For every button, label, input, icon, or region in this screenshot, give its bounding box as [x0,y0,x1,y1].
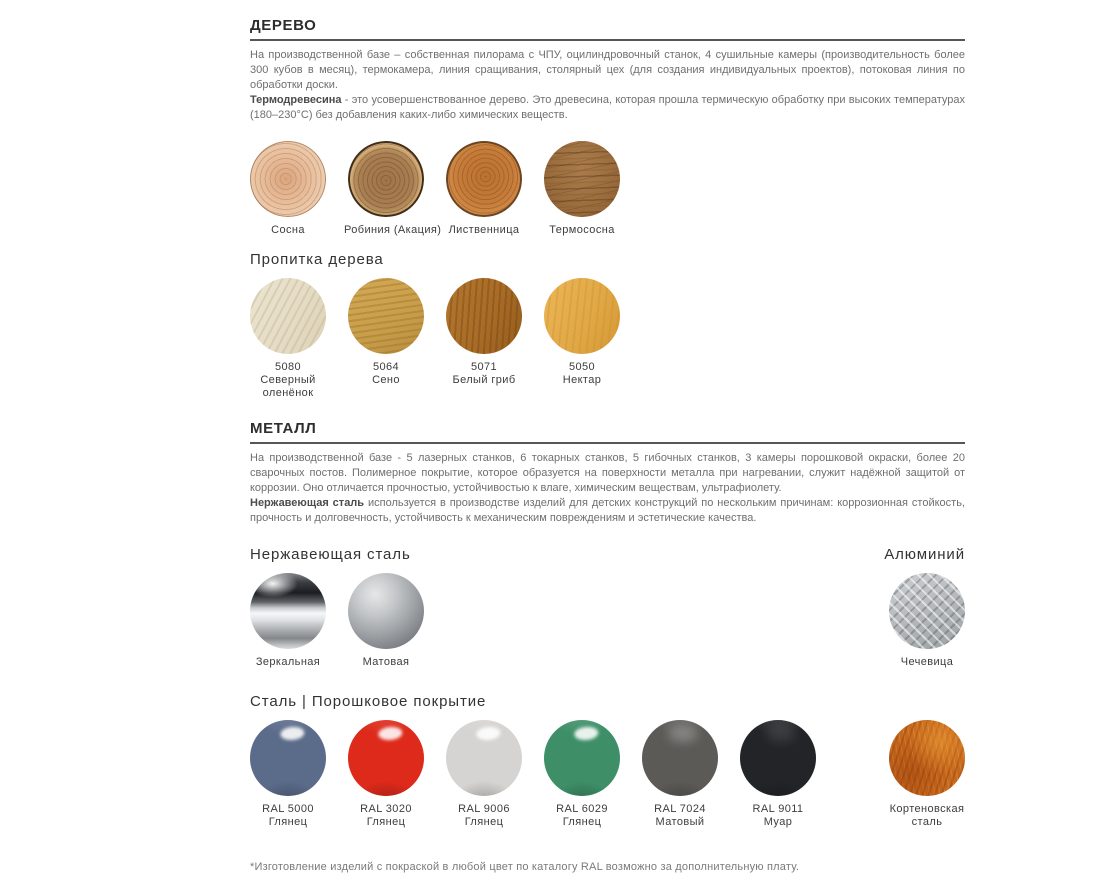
ral-swatch-5000 [250,720,326,829]
ral-swatch-6029 [544,720,620,829]
ral-finish: Глянец [366,816,406,828]
swatch-label: Термососна [549,224,615,236]
metal-section-title: МЕТАЛЛ [250,420,317,437]
wood-swatch-sosna [250,141,326,237]
ral-finish: Глянец [464,816,504,828]
impregnation-swatch-row [250,278,965,400]
swatch-label [246,803,330,829]
swatch-label: Кортеновская сталь [889,803,965,828]
ral-9006-sphere-image [446,720,522,796]
wood-cut-image-sosna [250,141,326,217]
ral-7024-sphere-image [642,720,718,796]
metal-paragraph-2-text: используется в производстве изделий для детских конструкций по нескольким причинам: коррозионная стойкость, прочность и долговечность, устойчивость к механическим повреждениям и эстетические качества. [250,497,965,524]
stain-name: Нектар [562,374,602,386]
impregnation-swatch-5080 [250,278,326,400]
swatch-label: Чечевица [900,656,954,668]
stainless-swatch-row [250,573,965,669]
powder-coating-title: Сталь | Порошковое покрытие [250,693,487,710]
ral-footnote: *Изготовление изделий с покраской в любой цвет по каталогу RAL возможно за дополнительную плату. [250,861,800,873]
wood-cut-image-listvennitsa [446,141,522,217]
ral-swatch-3020 [348,720,424,829]
wood-paragraph-2-text: - это усовершенствованное дерево. Это древесина, которая прошла термическую обработку при высоких температурах (180–230°С) без добавления каких-либо химических веществ. [250,94,965,121]
stain-name: Северный оленёнок [260,374,316,399]
ral-code: RAL 9011 [752,803,804,815]
swatch-label [344,361,428,387]
stain-code: 5050 [568,361,596,373]
wood-swatch-robinia [344,141,442,237]
stainless-swatch-mirror [250,573,326,669]
stain-code: 5080 [274,361,302,373]
swatch-label [344,803,428,829]
swatch-label [442,361,526,387]
section-divider [250,39,965,41]
impregnation-title: Пропитка дерева [250,251,384,268]
swatch-label: Лиственница [448,224,520,236]
impregnation-swatch-5064 [348,278,424,400]
section-divider [250,442,965,444]
swatch-label [540,803,624,829]
row-spacer [838,720,867,829]
ral-code: RAL 3020 [360,803,412,815]
stainless-aluminum-headings [250,546,965,563]
ral-swatch-9006 [446,720,522,829]
wood-section-title: ДЕРЕВО [250,17,317,34]
wood-cut-image-termososna [544,141,620,217]
metal-paragraph-1: На производственной базе - 5 лазерных станков, 6 токарных станков, 5 гибочных станков, 3 камеры порошковой окраски, более 20 сварочных постов. Полимерное покрытие, которое образуется на поверхности металла при нагревании, служит надёжной защитой от коррозии. Оно отличается прочностью, устойчивостью к влаге, химическим веществам, ультрафиолету. [250,452,965,494]
mirror-steel-sphere-image [250,573,326,649]
swatch-label [638,803,722,829]
wood-swatch-termososna [544,141,620,237]
ral-finish: Муар [763,816,793,828]
ral-6029-sphere-image [544,720,620,796]
aluminum-title: Алюминий [884,546,965,563]
ral-finish: Матовый [655,816,705,828]
ral-swatch-9011 [740,720,816,829]
impregnation-swatch-5050 [544,278,620,400]
ral-finish: Глянец [562,816,602,828]
aluminum-swatch [889,573,965,669]
stain-name: Белый гриб [452,374,516,386]
metal-paragraph-2-lead: Нержавеющая сталь [250,497,365,509]
catalog-page [250,0,965,873]
ral-code: RAL 6029 [556,803,608,815]
impregnation-swatch-5071 [446,278,522,400]
stain-image-5080 [250,278,326,354]
wood-paragraph-2 [250,93,965,123]
aluminum-diamond-plate-image [889,573,965,649]
ral-3020-sphere-image [348,720,424,796]
ral-finish: Глянец [268,816,308,828]
matte-steel-sphere-image [348,573,424,649]
ral-code: RAL 9006 [458,803,510,815]
stain-code: 5071 [470,361,498,373]
swatch-label [736,803,820,829]
ral-5000-sphere-image [250,720,326,796]
stain-image-5064 [348,278,424,354]
row-spacer [446,573,867,669]
stain-image-5050 [544,278,620,354]
swatch-label [540,361,624,387]
ral-code: RAL 7024 [654,803,706,815]
wood-cut-image-robinia [348,141,424,217]
stainless-title: Нержавеющая сталь [250,546,411,563]
swatch-label [442,803,526,829]
stain-image-5071 [446,278,522,354]
swatch-label: Робиния (Акация) [344,224,442,236]
stain-code: 5064 [372,361,400,373]
wood-paragraph-2-lead: Термодревесина [250,94,342,106]
ral-swatch-7024 [642,720,718,829]
ral-swatch-row [250,720,965,829]
swatch-label: Сосна [271,224,305,236]
corten-swatch [889,720,965,829]
stain-name: Сено [372,374,400,386]
wood-swatch-listvennitsa [446,141,522,237]
wood-paragraph-1: На производственной базе – собственная пилорама с ЧПУ, оцилиндровочный станок, 4 сушильные камеры (производительность более 300 кубов в месяц), термокамера, линия сращивания, столярный цех (для создания индивидуальных проектов), потоковая линия по обработки доски. [250,49,965,91]
swatch-label: Зеркальная [255,656,321,668]
swatch-label: Матовая [362,656,410,668]
metal-paragraph-2 [250,496,965,526]
stainless-swatch-matte [348,573,424,669]
corten-steel-image [889,720,965,796]
ral-9011-sphere-image [740,720,816,796]
swatch-label [246,361,330,400]
wood-swatch-row [250,141,965,237]
ral-code: RAL 5000 [262,803,314,815]
